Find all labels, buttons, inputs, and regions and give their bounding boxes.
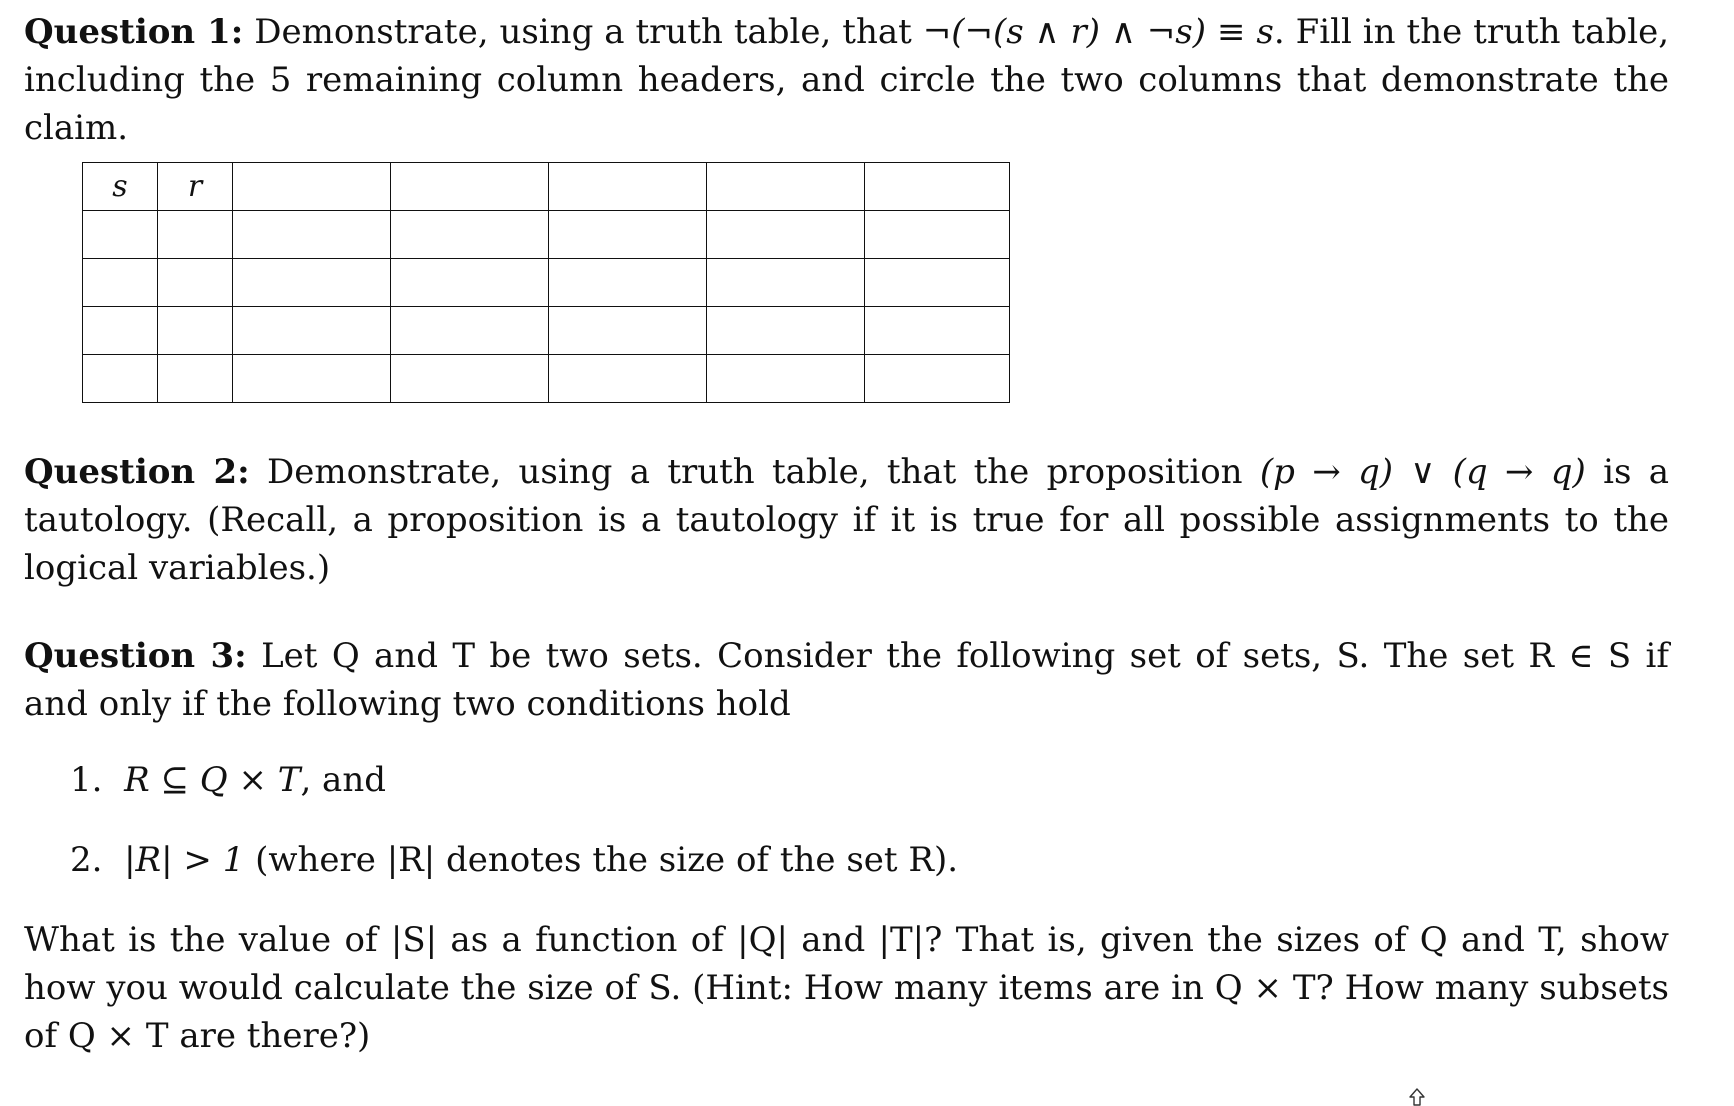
truth-table-cell[interactable] bbox=[707, 355, 865, 403]
condition-text: (where |R| denotes the size of the set R). bbox=[244, 840, 959, 880]
truth-table-cell[interactable] bbox=[865, 211, 1010, 259]
truth-table-cell[interactable] bbox=[83, 211, 158, 259]
question-2-label: Question 2: bbox=[24, 452, 250, 492]
condition-item bbox=[70, 756, 386, 804]
question-3-intro: Let Q and T be two sets. Consider the following set of sets, S. The set R ∈ S if and only if the following two conditions hold bbox=[24, 636, 1669, 724]
condition-math: R ⊆ Q × T bbox=[124, 760, 301, 800]
truth-table bbox=[82, 162, 1010, 403]
truth-table-cell[interactable] bbox=[549, 355, 707, 403]
condition-math: |R| > 1 bbox=[124, 840, 245, 880]
truth-table-header-blank[interactable] bbox=[549, 163, 707, 211]
question-3-label: Question 3: bbox=[24, 636, 247, 676]
question-2 bbox=[24, 448, 1669, 592]
truth-table-cell[interactable] bbox=[549, 259, 707, 307]
truth-table-cell[interactable] bbox=[83, 355, 158, 403]
truth-table-cell[interactable] bbox=[233, 259, 391, 307]
question-1 bbox=[24, 8, 1669, 152]
truth-table-header-blank[interactable] bbox=[391, 163, 549, 211]
truth-table-cell[interactable] bbox=[158, 355, 233, 403]
truth-table-cell[interactable] bbox=[391, 307, 549, 355]
truth-table-row bbox=[83, 307, 1010, 355]
truth-table-cell[interactable] bbox=[707, 211, 865, 259]
truth-table-cell[interactable] bbox=[391, 355, 549, 403]
truth-table-cell[interactable] bbox=[233, 211, 391, 259]
truth-table-cell[interactable] bbox=[233, 355, 391, 403]
truth-table-header-blank[interactable] bbox=[865, 163, 1010, 211]
truth-table-cell[interactable] bbox=[391, 259, 549, 307]
truth-table-cell[interactable] bbox=[865, 307, 1010, 355]
truth-table-header-blank[interactable] bbox=[233, 163, 391, 211]
condition-text: , and bbox=[300, 760, 386, 800]
mouse-cursor-icon bbox=[1407, 1088, 1427, 1106]
truth-table-cell[interactable] bbox=[233, 307, 391, 355]
truth-table-cell[interactable] bbox=[549, 307, 707, 355]
question-2-text-before: Demonstrate, using a truth table, that the proposition bbox=[249, 452, 1260, 492]
truth-table-cell[interactable] bbox=[158, 211, 233, 259]
truth-table-header-row bbox=[83, 163, 1010, 211]
condition-item bbox=[70, 836, 958, 884]
condition-number: 2. bbox=[70, 840, 103, 880]
question-1-label: Question 1: bbox=[24, 12, 244, 52]
truth-table-row bbox=[83, 355, 1010, 403]
condition-number: 1. bbox=[70, 760, 103, 800]
question-3 bbox=[24, 632, 1669, 728]
truth-table-cell[interactable] bbox=[391, 211, 549, 259]
truth-table-header-s: s bbox=[83, 163, 158, 211]
question-1-text-after: . Fill in the truth table, including the 5 remaining column headers, and circle the two columns that demonstrate the claim. bbox=[24, 12, 1669, 148]
truth-table-cell[interactable] bbox=[707, 307, 865, 355]
truth-table-row bbox=[83, 259, 1010, 307]
truth-table-cell[interactable] bbox=[158, 307, 233, 355]
truth-table-row bbox=[83, 211, 1010, 259]
truth-table-cell[interactable] bbox=[83, 259, 158, 307]
truth-table-cell[interactable] bbox=[707, 259, 865, 307]
question-2-formula: (p → q) ∨ (q → q) bbox=[1259, 452, 1586, 492]
truth-table-cell[interactable] bbox=[865, 355, 1010, 403]
truth-table-cell[interactable] bbox=[158, 259, 233, 307]
truth-table-header-r: r bbox=[158, 163, 233, 211]
truth-table-cell[interactable] bbox=[865, 259, 1010, 307]
question-1-text-before: Demonstrate, using a truth table, that bbox=[243, 12, 923, 52]
truth-table-cell[interactable] bbox=[83, 307, 158, 355]
question-3-prompt: What is the value of |S| as a function of |Q| and |T|? That is, given the sizes of Q and T, show how you would calculate the size of S. (Hint: How many items are in Q × T? How many subsets of Q × T are there?) bbox=[24, 920, 1669, 1056]
question-2-text-after: is a tautology. (Recall, a proposition is a tautology if it is true for all possible assignments to the logical variables.) bbox=[24, 452, 1669, 588]
truth-table-header-blank[interactable] bbox=[707, 163, 865, 211]
question-1-formula: ¬(¬(s ∧ r) ∧ ¬s) ≡ s bbox=[922, 12, 1274, 52]
truth-table-cell[interactable] bbox=[549, 211, 707, 259]
